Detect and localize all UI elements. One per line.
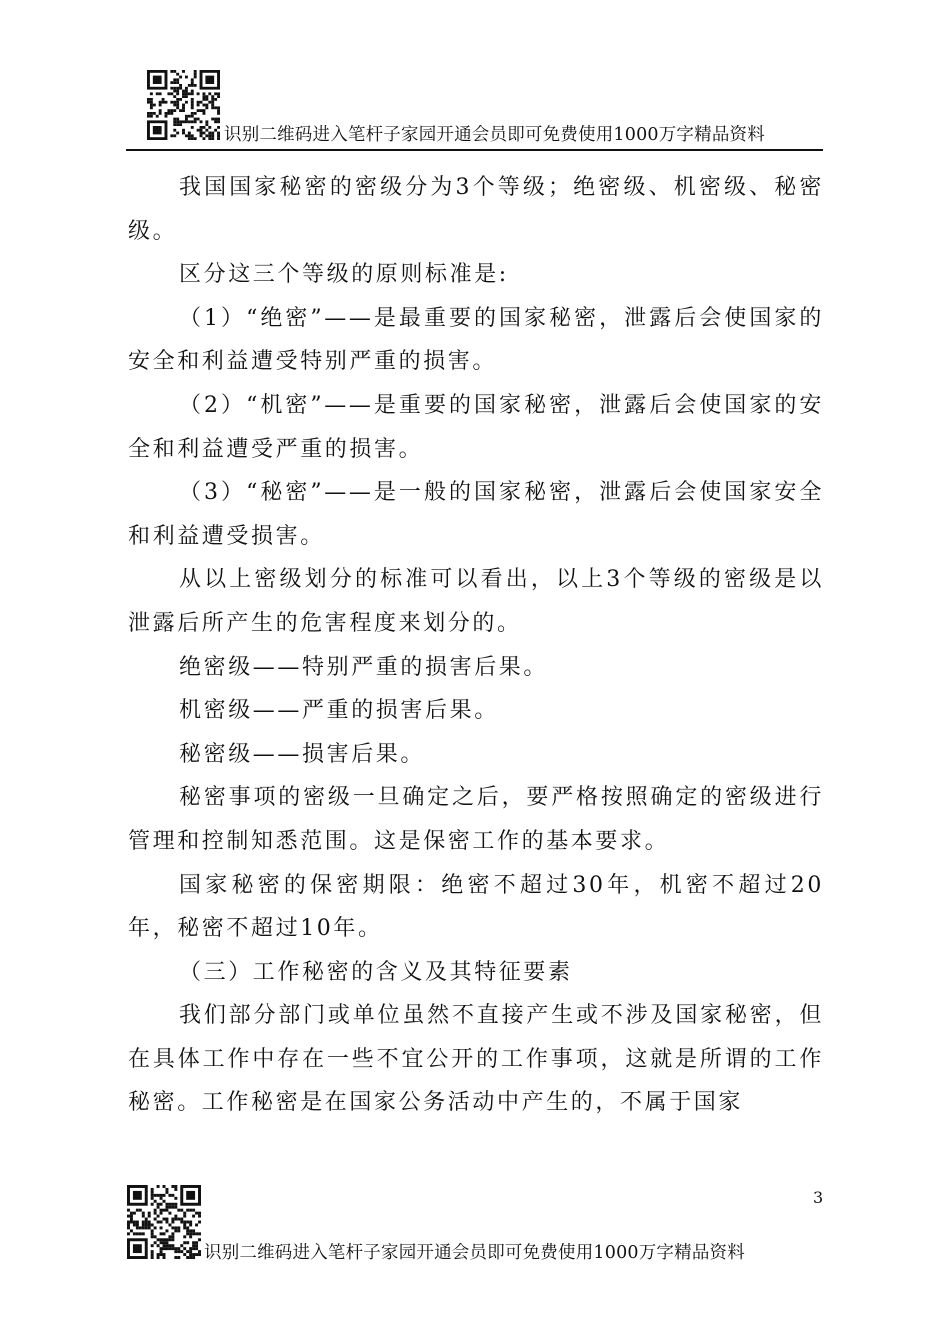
- footer-qr-code-icon: [127, 1185, 201, 1259]
- document-body: [128, 166, 824, 1125]
- paragraph: 绝密级——特别严重的损害后果。: [179, 654, 549, 680]
- paragraph: 国家秘密的保密期限：绝密不超过30年，机密不超过20年，秘密不超过10年。: [128, 872, 824, 942]
- paragraph: 机密级——严重的损害后果。: [179, 698, 499, 724]
- paragraph: 秘密级——损害后果。: [179, 741, 426, 767]
- header-qr-code-icon: [147, 70, 220, 140]
- paragraph: （1）“绝密”——是最重要的国家秘密，泄露后会使国家的安全和利益遭受特别严重的损害。: [128, 305, 824, 375]
- paragraph: （2）“机密”——是重要的国家秘密，泄露后会使国家的安全和利益遭受严重的损害。: [128, 392, 824, 462]
- paragraph: （3）“秘密”——是一般的国家秘密，泄露后会使国家安全和利益遭受损害。: [128, 480, 824, 549]
- section-heading: （三）工作秘密的含义及其特征要素: [179, 959, 573, 985]
- header-divider: [126, 149, 823, 151]
- paragraph: 我们部分部门或单位虽然不直接产生或不涉及国家秘密，但在具体工作中存在一些不宜公开的工作事项，这就是所谓的工作秘密。工作秘密是在国家公务活动中产生的，不属于国家: [128, 1003, 824, 1116]
- paragraph: 从以上密级划分的标准可以看出，以上3个等级的密级是以泄露后所产生的危害程度来划分的。: [128, 567, 824, 636]
- header-notice: 识别二维码进入笔杆子家园开通会员即可免费使用1000万字精品资料: [224, 125, 765, 145]
- paragraph: 我国国家秘密的密级分为3个等级；绝密级、机密级、秘密级。: [128, 175, 824, 244]
- paragraph: 秘密事项的密级一旦确定之后，要严格按照确定的密级进行管理和控制知悉范围。这是保密工作的基本要求。: [128, 785, 824, 854]
- paragraph: 区分这三个等级的原则标准是:: [179, 262, 509, 288]
- page-number: 3: [813, 1188, 824, 1207]
- footer-notice: 识别二维码进入笔杆子家园开通会员即可免费使用1000万字精品资料: [204, 1243, 745, 1263]
